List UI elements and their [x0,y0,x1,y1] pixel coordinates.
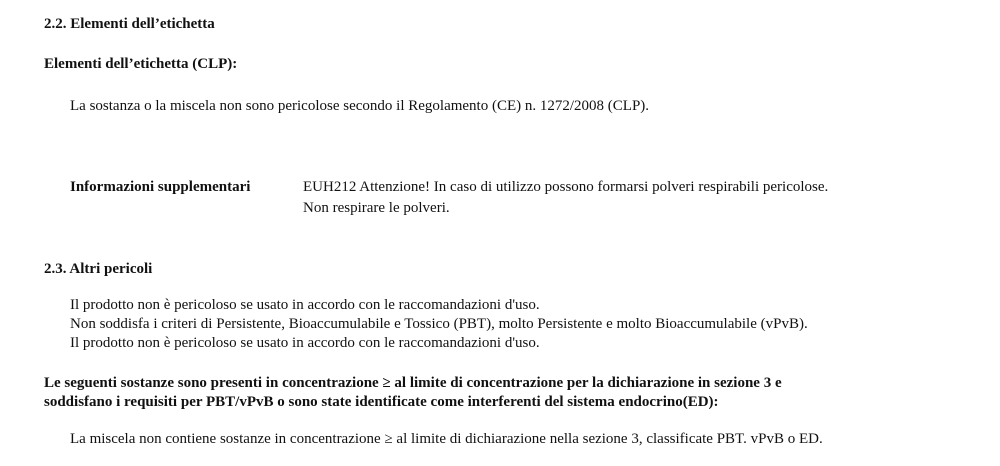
supplementary-info-label: Informazioni supplementari [70,179,251,195]
other-hazards-line-1: Il prodotto non è pericoloso se usato in accordo con le raccomandazioni d'uso. [70,297,540,313]
substances-heading-line-1: Le seguenti sostanze sono presenti in concentrazione ≥ al limite di concentrazione per la dichiarazione in sezione 3 e [44,375,782,391]
section-2-2-title: 2.2. Elementi dell’etichetta [44,16,215,32]
substances-statement: La miscela non contiene sostanze in concentrazione ≥ al limite di dichiarazione nella sezione 3, classificate PBT. vPvB o ED. [70,431,823,447]
supplementary-info-line-2: Non respirare le polveri. [303,200,450,216]
substances-heading-line-2: soddisfano i requisiti per PBT/vPvB o sono state identificate come interferenti del sistema endocrino(ED): [44,394,719,410]
label-elements-clp-heading: Elementi dell’etichetta (CLP): [44,56,238,72]
clp-statement: La sostanza o la miscela non sono pericolose secondo il Regolamento (CE) n. 1272/2008 (CLP). [70,98,650,114]
other-hazards-line-3: Il prodotto non è pericoloso se usato in accordo con le raccomandazioni d'uso. [70,335,540,351]
section-2-3-title: 2.3. Altri pericoli [44,261,153,277]
other-hazards-line-2: Non soddisfa i criteri di Persistente, Bioaccumulabile e Tossico (PBT), molto Persistente e molto Bioaccumulabile (vPvB). [70,316,808,332]
supplementary-info-line-1: EUH212 Attenzione! In caso di utilizzo possono formarsi polveri respirabili pericolose. [303,179,829,195]
